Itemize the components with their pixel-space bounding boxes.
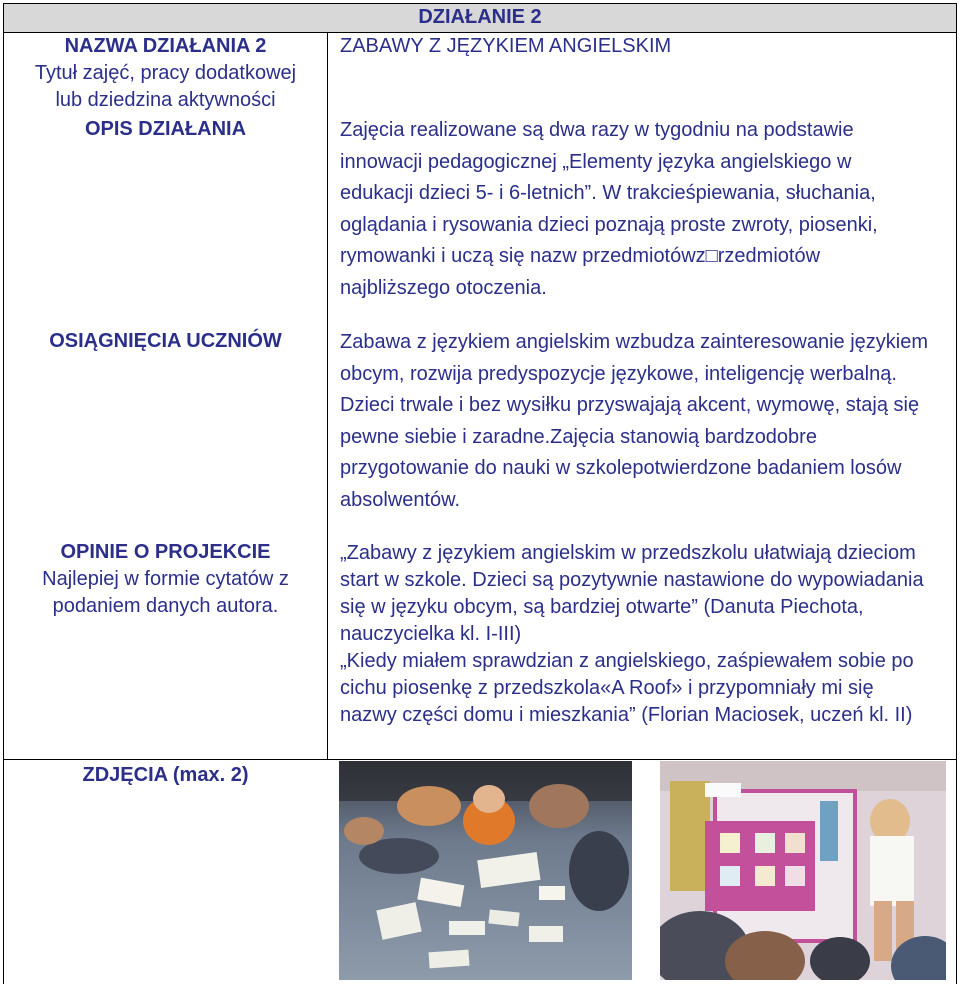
text-line: Dzieci trwale i bez wysiłku przyswajają akcent, wymowę, stają się <box>340 394 920 416</box>
quote-line: się w języku obcym, są bardziej otwarte” (Danuta Piechota, <box>340 596 864 618</box>
photo-classroom-image <box>660 761 946 980</box>
text-line: Zajęcia realizowane są dwa razy w tygodniu na podstawie <box>340 119 854 141</box>
quote-line: „Zabawy z językiem angielskim w przedszkolu ułatwiają dzieciom <box>340 542 916 564</box>
table-rule <box>3 759 957 760</box>
table-border-top <box>3 3 957 4</box>
opinions-sublabel: podaniem danych autora. <box>52 595 279 617</box>
text-line: Zabawa z językiem angielskim wzbudza zainteresowanie językiem <box>340 331 929 353</box>
opinions-sublabel: Najlepiej w formie cytatów z <box>42 568 289 590</box>
text-line: najbliższego otoczenia. <box>340 276 547 299</box>
text-line: edukacji dzieci 5- i 6-letnich”. W trakcieśpiewania, słuchania, <box>340 182 876 204</box>
name-label: NAZWA DZIAŁANIA 2 <box>64 35 267 57</box>
photo-children-floor <box>339 761 632 980</box>
text-line: rymowanki i uczą się nazw przedmiotówz□rzedmiotów <box>340 245 821 267</box>
quote-line: nauczycielka kl. I-III) <box>340 623 522 645</box>
opinions-label: OPINIE O PROJEKCIE <box>60 541 271 563</box>
quote-line: cichu piosenkę z przedszkola«A Roof» i przypomniały mi się <box>340 677 874 699</box>
text-line: pewne siebie i zaradne.Zajęcia stanowią bardzodobre <box>340 425 817 448</box>
page-title: DZIAŁANIE 2 <box>418 6 542 28</box>
achievements-text <box>340 327 928 516</box>
table-border-left <box>3 3 4 984</box>
text-line: obcym, rozwija predyspozycje językowe, inteligencję werbalną. <box>340 362 897 385</box>
description-label: OPIS DZIAŁANIA <box>84 118 247 140</box>
opinions-text <box>340 540 924 729</box>
name-sublabel: lub dziedzina aktywności <box>55 89 276 111</box>
photo-children-floor-image <box>339 761 632 980</box>
table-border-right <box>956 3 957 984</box>
text-line: oglądania i rysowania dzieci poznają proste zwroty, piosenki, <box>340 213 878 236</box>
name-sublabel: Tytuł zajęć, pracy dodatkowej <box>34 62 297 84</box>
text-line: przygotowanie do nauki w szkolepotwierdzone badaniem losów <box>340 457 902 479</box>
table-column-divider <box>327 32 328 760</box>
quote-line: „Kiedy miałem sprawdzian z angielskiego, zaśpiewałem sobie po <box>340 650 914 672</box>
photo-classroom <box>660 761 946 980</box>
achievements-label: OSIĄGNIĘCIA UCZNIÓW <box>49 330 282 352</box>
activity-name: ZABAWY Z JĘZYKIEM ANGIELSKIM <box>340 35 672 57</box>
photos-label: ZDJĘCIA (max. 2) <box>82 764 249 786</box>
text-line: absolwentów. <box>340 488 461 511</box>
quote-line: nazwy części domu i mieszkania” (Florian Maciosek, uczeń kl. II) <box>340 704 913 726</box>
quote-line: start w szkole. Dzieci są pozytywnie nastawione do wypowiadania <box>340 569 924 591</box>
text-line: innowacji pedagogicznej „Elementy języka angielskiego w <box>340 150 852 173</box>
table-rule <box>3 32 957 33</box>
description-text <box>340 115 878 304</box>
